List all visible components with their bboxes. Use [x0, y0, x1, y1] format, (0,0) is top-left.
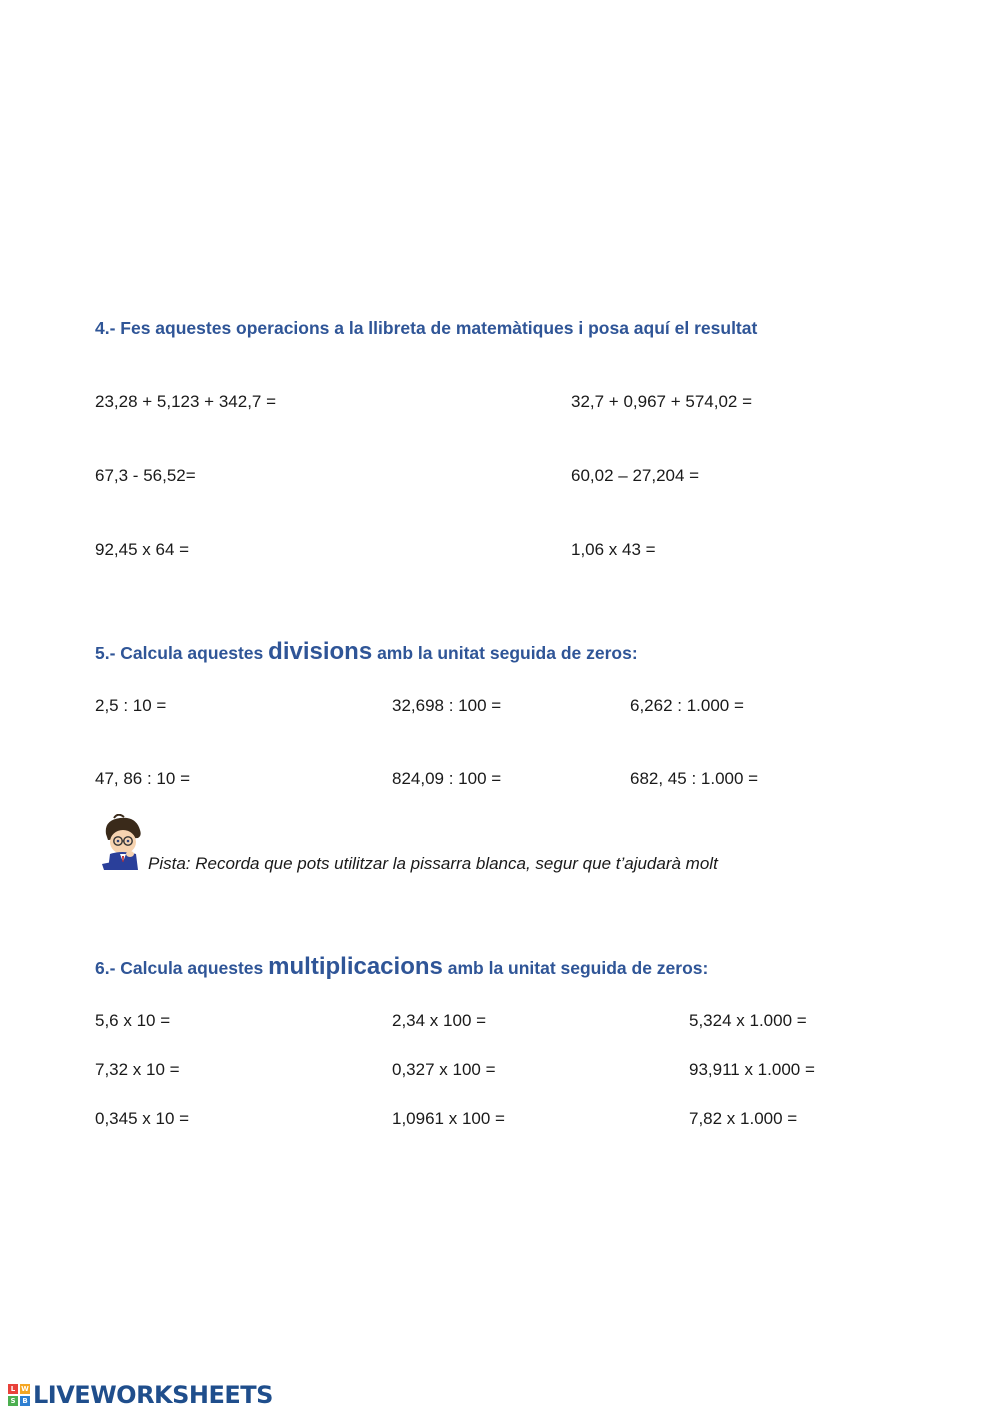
section-5-heading-after: amb la unitat seguida de zeros: — [377, 643, 638, 663]
logo-block-1: L — [8, 1384, 18, 1394]
section-5-heading — [95, 638, 638, 666]
section-6-heading-after: amb la unitat seguida de zeros: — [447, 958, 709, 978]
logo-text: LIVEWORKSHEETS — [33, 1381, 273, 1409]
operation-4-2: 32,7 + 0,967 + 574,02 = — [571, 392, 753, 411]
division-4: 47, 86 : 10 = — [95, 769, 190, 788]
operation-4-3: 67,3 - 56,52= — [95, 466, 196, 485]
section-6-heading — [95, 953, 708, 981]
operation-4-6: 1,06 x 43 = — [571, 540, 656, 559]
logo-block-4: B — [20, 1396, 30, 1406]
section-5-heading-keyword: divisions — [268, 638, 373, 665]
multiplication-6: 93,911 x 1.000 = — [689, 1060, 815, 1079]
operation-4-4: 60,02 – 27,204 = — [571, 466, 700, 485]
logo-blocks-icon — [8, 1384, 30, 1406]
multiplication-1: 5,6 x 10 = — [95, 1011, 171, 1030]
logo-block-3: S — [8, 1396, 18, 1406]
multiplication-8: 1,0961 x 100 = — [392, 1109, 505, 1128]
liveworksheets-logo — [8, 1381, 273, 1409]
multiplication-5: 0,327 x 100 = — [392, 1060, 496, 1079]
operation-4-1: 23,28 + 5,123 + 342,7 = — [95, 392, 277, 411]
section-5-heading-before: 5.- Calcula aquestes — [95, 643, 264, 663]
section-6-heading-before: 6.- Calcula aquestes — [95, 958, 264, 978]
logo-block-2: W — [21, 1385, 29, 1393]
division-5: 824,09 : 100 = — [392, 769, 502, 788]
multiplication-2: 2,34 x 100 = — [392, 1011, 487, 1030]
multiplication-4: 7,32 x 10 = — [95, 1060, 180, 1079]
multiplication-3: 5,324 x 1.000 = — [689, 1011, 807, 1030]
division-3: 6,262 : 1.000 = — [630, 696, 744, 715]
section-4-heading: 4.- Fes aquestes operacions a la llibreta de matemàtiques i posa aquí el resultat — [95, 318, 758, 338]
multiplication-7: 0,345 x 10 = — [95, 1109, 190, 1128]
multiplication-9: 7,82 x 1.000 = — [689, 1109, 798, 1128]
hint-text: Pista: Recorda que pots utilitzar la pissarra blanca, segur que t’ajudarà molt — [148, 854, 718, 873]
division-6: 682, 45 : 1.000 = — [630, 769, 759, 788]
division-2: 32,698 : 100 = — [392, 696, 502, 715]
section-6-heading-keyword: multiplicacions — [268, 953, 443, 980]
division-1: 2,5 : 10 = — [95, 696, 167, 715]
operation-4-5: 92,45 x 64 = — [95, 540, 190, 559]
detective-character-icon — [100, 814, 144, 872]
